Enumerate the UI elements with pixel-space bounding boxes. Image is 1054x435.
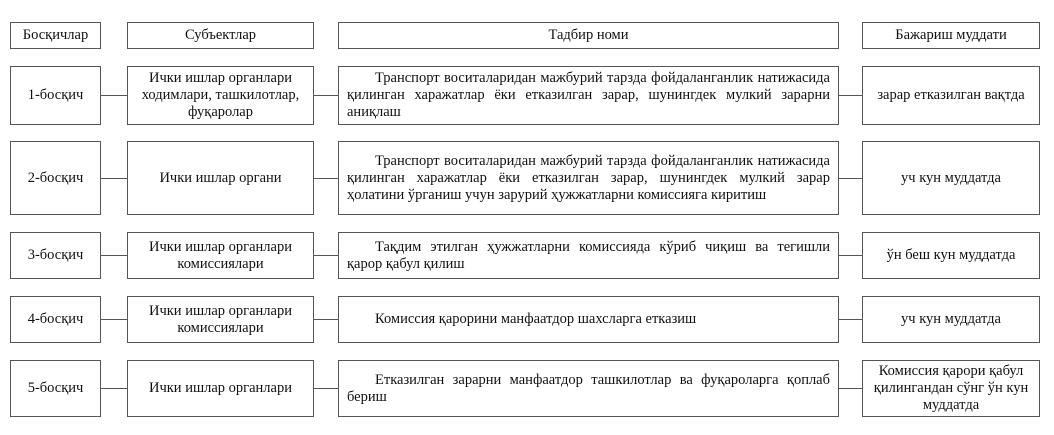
header-deadline <box>862 22 1040 49</box>
action-text: Транспорт воситаларидан мажбурий тарзда фойдаланганлик натижасида қилинган харажатлар ёки етказилган зарар, шунингдек мулкий зарарни аниқлаш <box>347 70 830 120</box>
connector-line <box>314 178 338 179</box>
deadline-text: зарар етказилган вақтда <box>877 87 1025 103</box>
action-box <box>338 232 839 279</box>
deadline-box <box>862 296 1040 343</box>
deadline-box <box>862 232 1040 279</box>
connector-line <box>839 95 862 96</box>
stage-box <box>10 360 101 417</box>
subject-box <box>127 141 314 215</box>
subject-box <box>127 66 314 125</box>
action-text: Етказилган зарарни манфаатдор ташкилотлар ва фуқароларга қоплаб бериш <box>347 371 830 405</box>
deadline-text: уч кун муддатда <box>901 311 1001 327</box>
stage-text: 5-босқич <box>27 380 84 396</box>
header-label: Босқичлар <box>22 27 89 43</box>
action-box <box>338 360 839 417</box>
stage-text: 3-босқич <box>27 247 84 263</box>
connector-line <box>101 388 127 389</box>
subject-text: Ички ишлар органлари комиссиялари <box>149 302 292 336</box>
stage-box <box>10 66 101 125</box>
subject-box <box>127 296 314 343</box>
connector-line <box>839 255 862 256</box>
header-stages <box>10 22 101 49</box>
connector-line <box>839 319 862 320</box>
stage-text: 1-босқич <box>27 87 84 103</box>
deadline-box <box>862 360 1040 417</box>
action-box <box>338 141 839 215</box>
subject-text: Ички ишлар органлари комиссиялари <box>149 238 292 272</box>
header-action <box>338 22 839 49</box>
connector-line <box>101 255 127 256</box>
header-label: Субъектлар <box>184 27 257 43</box>
connector-line <box>314 388 338 389</box>
action-text: Комиссия қарорини манфаатдор шахсларга етказиш <box>375 311 697 327</box>
connector-line <box>314 319 338 320</box>
subject-text: Ички ишлар органлари <box>149 380 292 396</box>
connector-line <box>839 178 862 179</box>
action-box <box>338 296 839 343</box>
action-text: Транспорт воситаларидан мажбурий тарзда фойдаланганлик натижасида қилинган харажатлар ёки етказилган зарар, шунингдек мулкий зарар ҳолатини ўрганиш учун зарурий ҳужжатларни комиссияга киритиш <box>347 152 830 203</box>
subject-text: Ички ишлар органи <box>159 169 282 186</box>
subject-box <box>127 232 314 279</box>
header-label: Бажариш муддати <box>895 27 1007 43</box>
deadline-box <box>862 66 1040 125</box>
connector-line <box>839 388 862 389</box>
deadline-text: Комиссия қарори қабул қилингандан сўнг ўн кун муддатда <box>873 363 1029 413</box>
stage-text: 4-босқич <box>27 311 84 327</box>
stage-box <box>10 232 101 279</box>
deadline-box <box>862 141 1040 215</box>
connector-line <box>101 178 127 179</box>
header-subjects <box>127 22 314 49</box>
action-box <box>338 66 839 125</box>
subject-box <box>127 360 314 417</box>
action-text: Тақдим этилган ҳужжатларни комиссияда кўриб чиқиш ва тегишли қарор қабул қилиш <box>347 238 830 272</box>
connector-line <box>101 319 127 320</box>
header-label: Тадбир номи <box>548 27 629 43</box>
connector-line <box>314 255 338 256</box>
subject-text: Ички ишлар органлари ходимлари, ташкилотлар, фуқаролар <box>141 70 300 120</box>
stage-box <box>10 296 101 343</box>
stage-text: 2-босқич <box>27 169 84 186</box>
deadline-text: уч кун муддатда <box>901 169 1001 186</box>
stage-box <box>10 141 101 215</box>
connector-line <box>314 95 338 96</box>
connector-line <box>101 95 127 96</box>
deadline-text: ўн беш кун муддатда <box>886 247 1016 263</box>
